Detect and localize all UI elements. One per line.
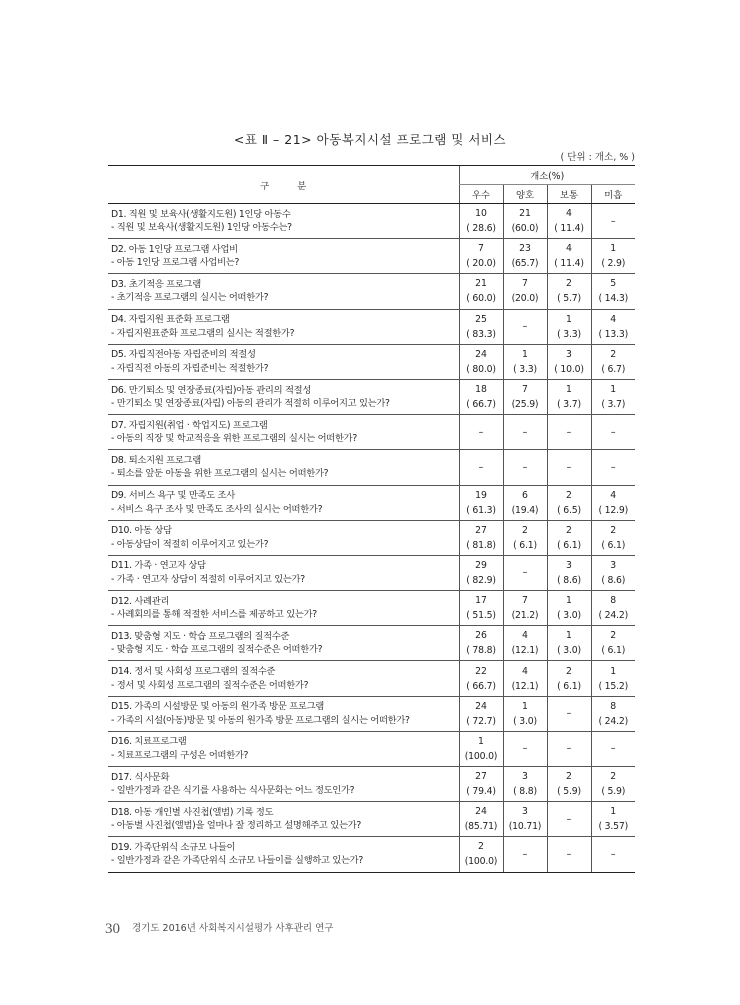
cell-average: [547, 696, 591, 731]
cell-count: 10: [475, 208, 487, 220]
cell-count: 21: [519, 208, 531, 220]
row-description: - 자립지원표준화 프로그램의 실시는 적절한가?: [111, 327, 295, 339]
cell-good: [503, 450, 547, 485]
cell-percent: ( 11.4): [554, 258, 584, 270]
cell-good: [503, 309, 547, 344]
table-row: [108, 415, 635, 450]
row-label: [108, 274, 459, 309]
cell-count: 2: [566, 771, 572, 783]
row-label: [108, 379, 459, 414]
cell-count: 8: [610, 700, 617, 712]
row-label: [108, 696, 459, 731]
cell-percent: ( 83.3): [466, 328, 496, 340]
cell-percent: ( 3.3): [513, 363, 537, 375]
cell-percent: (12.1): [511, 645, 539, 657]
cell-count: 2: [610, 771, 617, 783]
cell-good: [503, 591, 547, 626]
cell-percent: ( 6.1): [557, 680, 581, 692]
cell-excellent: [459, 450, 503, 485]
cell-count: 1: [478, 735, 484, 747]
cell-percent: ( 6.1): [601, 645, 626, 657]
cell-count: –: [478, 461, 484, 473]
cell-excellent: [459, 520, 503, 555]
table-row: [108, 520, 635, 555]
row-question: D17. 식사문화: [111, 771, 170, 783]
cell-percent: ( 3.0): [513, 715, 537, 727]
row-label: [108, 415, 459, 450]
cell-average: [547, 555, 591, 590]
cell-poor: [591, 626, 635, 661]
cell-count: –: [522, 461, 528, 473]
row-question: D18. 아동 개인별 사진첩(앨범) 기록 정도: [111, 806, 274, 818]
table-title: <표 Ⅱ – 21> 아동복지시설 프로그램 및 서비스: [233, 132, 507, 147]
row-question: D16. 치료프로그램: [111, 736, 187, 748]
row-question: D10. 아동 상담: [111, 525, 172, 537]
table-row: [108, 767, 635, 802]
cell-count: 26: [475, 630, 487, 642]
row-description: - 초기적응 프로그램의 실시는 어떠한가?: [111, 292, 269, 304]
cell-percent: (100.0): [464, 856, 498, 868]
cell-good: [503, 661, 547, 696]
cell-percent: ( 12.9): [598, 504, 628, 516]
row-question: D12. 사례관리: [111, 595, 170, 607]
cell-average: [547, 239, 591, 274]
row-label: [108, 450, 459, 485]
cell-percent: (20.0): [511, 293, 539, 305]
cell-count: 3: [610, 559, 617, 571]
cell-count: –: [610, 215, 616, 227]
table-row: [108, 696, 635, 731]
cell-excellent: [459, 696, 503, 731]
cell-poor: [591, 379, 635, 414]
cell-excellent: [459, 415, 503, 450]
cell-count: –: [522, 426, 528, 438]
table-row: [108, 379, 635, 414]
table-row: [108, 731, 635, 766]
cell-percent: ( 3.0): [557, 610, 581, 622]
cell-percent: (65.7): [511, 258, 539, 270]
cell-poor: [591, 696, 635, 731]
cell-count: –: [610, 743, 616, 755]
table-row: [108, 274, 635, 309]
cell-count: 1: [566, 313, 572, 325]
cell-percent: ( 5.7): [557, 293, 581, 305]
cell-poor: [591, 274, 635, 309]
cell-good: [503, 696, 547, 731]
cell-percent: (19.4): [511, 504, 539, 516]
cell-percent: (85.71): [464, 821, 498, 833]
row-description: - 일반가정과 같은 가족단위식 소규모 나들이를 실행하고 있는가?: [111, 855, 363, 867]
cell-count: 7: [478, 243, 484, 255]
cell-count: 7: [522, 595, 528, 607]
table-row: [108, 555, 635, 590]
cell-count: –: [566, 813, 572, 825]
table-body: [108, 204, 635, 873]
row-question: D4. 자립지원 표준화 프로그램: [111, 314, 230, 326]
page-number: 30: [105, 921, 120, 937]
cell-count: –: [566, 708, 572, 720]
cell-count: –: [610, 848, 616, 860]
cell-good: [503, 626, 547, 661]
row-question: D11. 가족 · 연고자 상담: [111, 560, 206, 572]
cell-count: 29: [475, 559, 487, 571]
row-question: D13. 맞춤형 지도 · 학습 프로그램의 질적수준: [111, 630, 290, 642]
cell-good: [503, 837, 547, 872]
cell-percent: ( 10.0): [554, 363, 584, 375]
cell-percent: (100.0): [464, 750, 498, 762]
cell-percent: ( 2.9): [601, 258, 626, 270]
table-row: [108, 450, 635, 485]
row-description: - 만기퇴소 및 연장종료(자립) 아동의 관리가 적절히 이루어지고 있는가?: [111, 398, 390, 410]
row-description: - 서비스 욕구 조사 및 만족도 조사의 실시는 어떠한가?: [111, 503, 323, 515]
cell-average: [547, 379, 591, 414]
cell-percent: (60.0): [511, 223, 539, 235]
header-gubun: 구분: [108, 166, 459, 204]
program-service-table: [108, 165, 635, 873]
cell-count: 4: [522, 665, 528, 677]
row-description: - 가족의 시설(아동)방문 및 아동의 원가족 방문 프로그램의 실시는 어떠한가?: [111, 714, 410, 726]
cell-poor: [591, 767, 635, 802]
cell-count: 1: [610, 243, 617, 255]
row-question: D8. 퇴소지원 프로그램: [111, 454, 201, 466]
unit-note: ( 단위 : 개소, % ): [560, 152, 635, 163]
cell-count: 1: [522, 700, 528, 712]
cell-good: [503, 379, 547, 414]
cell-poor: [591, 239, 635, 274]
cell-good: [503, 204, 547, 239]
cell-percent: ( 3.0): [557, 645, 581, 657]
cell-percent: ( 72.7): [466, 715, 496, 727]
cell-count: 1: [610, 384, 617, 396]
cell-percent: ( 24.2): [598, 610, 628, 622]
cell-percent: ( 6.1): [513, 539, 537, 551]
cell-percent: ( 78.8): [466, 645, 496, 657]
cell-percent: ( 3.3): [557, 328, 581, 340]
cell-percent: (12.1): [511, 680, 539, 692]
cell-count: 2: [566, 489, 572, 501]
cell-count: 1: [566, 384, 572, 396]
cell-count: 1: [522, 348, 528, 360]
cell-count: 23: [519, 243, 531, 255]
cell-poor: [591, 450, 635, 485]
cell-count: –: [478, 426, 484, 438]
cell-poor: [591, 520, 635, 555]
cell-count: 4: [566, 243, 572, 255]
cell-average: [547, 767, 591, 802]
cell-poor: [591, 415, 635, 450]
cell-poor: [591, 802, 635, 837]
cell-count: 2: [610, 630, 617, 642]
cell-count: 4: [522, 630, 528, 642]
header-col-poor: 미흡: [591, 185, 635, 204]
cell-count: –: [522, 848, 528, 860]
row-description: - 치료프로그램의 구성은 어떠한가?: [111, 749, 249, 761]
cell-percent: ( 28.6): [466, 223, 496, 235]
cell-excellent: [459, 802, 503, 837]
cell-percent: ( 61.3): [466, 504, 496, 516]
cell-average: [547, 626, 591, 661]
cell-percent: ( 6.7): [601, 363, 626, 375]
row-description: - 맞춤형 지도 · 학습 프로그램의 질적수준은 어떠한가?: [111, 644, 323, 656]
cell-percent: ( 80.0): [466, 363, 496, 375]
cell-excellent: [459, 661, 503, 696]
cell-excellent: [459, 379, 503, 414]
cell-good: [503, 485, 547, 520]
table-row: [108, 344, 635, 379]
cell-count: 6: [522, 489, 528, 501]
cell-average: [547, 204, 591, 239]
cell-count: 2: [610, 524, 617, 536]
row-question: D9. 서비스 욕구 및 만족도 조사: [111, 490, 235, 502]
row-question: D14. 정서 및 사회성 프로그램의 질적수준: [111, 666, 276, 678]
row-question: D7. 자립지원(취업 · 학업지도) 프로그램: [111, 419, 268, 431]
cell-count: 2: [566, 524, 572, 536]
cell-average: [547, 731, 591, 766]
cell-poor: [591, 309, 635, 344]
cell-percent: ( 79.4): [466, 786, 496, 798]
cell-count: –: [522, 743, 528, 755]
table-row: [108, 626, 635, 661]
cell-excellent: [459, 591, 503, 626]
cell-good: [503, 274, 547, 309]
cell-percent: ( 8.8): [513, 786, 537, 798]
cell-count: 8: [610, 595, 617, 607]
cell-average: [547, 274, 591, 309]
cell-poor: [591, 731, 635, 766]
cell-percent: ( 15.2): [598, 680, 628, 692]
cell-average: [547, 802, 591, 837]
row-label: [108, 520, 459, 555]
cell-average: [547, 661, 591, 696]
cell-percent: (10.71): [508, 821, 542, 833]
cell-count: 7: [522, 278, 528, 290]
cell-percent: (25.9): [511, 399, 539, 411]
cell-count: 24: [475, 806, 487, 818]
row-description: - 퇴소를 앞둔 아동을 위한 프로그램의 실시는 어떠한가?: [111, 468, 329, 480]
cell-poor: [591, 204, 635, 239]
cell-excellent: [459, 274, 503, 309]
cell-count: 19: [475, 489, 487, 501]
cell-count: 4: [566, 208, 572, 220]
cell-excellent: [459, 767, 503, 802]
row-label: [108, 626, 459, 661]
row-description: - 아동의 직장 및 학교적응을 위한 프로그램의 실시는 어떠한가?: [111, 433, 357, 445]
cell-percent: ( 3.7): [557, 399, 581, 411]
cell-average: [547, 415, 591, 450]
row-description: - 정서 및 사회성 프로그램의 질적수준은 어떠한가?: [111, 679, 309, 691]
row-description: - 일반가정과 같은 식기를 사용하는 식사문화는 어느 정도인가?: [111, 785, 355, 797]
cell-excellent: [459, 837, 503, 872]
cell-percent: ( 82.9): [466, 574, 496, 586]
row-label: [108, 837, 459, 872]
table-row: [108, 661, 635, 696]
table-row: [108, 309, 635, 344]
cell-count: 2: [566, 278, 572, 290]
cell-excellent: [459, 204, 503, 239]
cell-count: 7: [522, 384, 528, 396]
cell-percent: ( 51.5): [466, 610, 496, 622]
cell-count: 3: [522, 806, 528, 818]
cell-percent: ( 5.9): [601, 786, 626, 798]
cell-count: –: [566, 848, 572, 860]
row-description: - 직원 및 보육사(생활지도원) 1인당 아동수는?: [111, 222, 292, 234]
table-row: [108, 837, 635, 872]
cell-count: 18: [475, 384, 487, 396]
cell-percent: ( 8.6): [601, 574, 626, 586]
cell-good: [503, 239, 547, 274]
cell-percent: ( 11.4): [554, 223, 584, 235]
footer-text: 경기도 2016년 사회복지시설평가 사후관리 연구: [132, 923, 334, 934]
page-footer: [105, 920, 333, 938]
cell-poor: [591, 555, 635, 590]
row-label: [108, 731, 459, 766]
cell-average: [547, 309, 591, 344]
cell-average: [547, 450, 591, 485]
cell-count: –: [522, 321, 528, 333]
cell-average: [547, 344, 591, 379]
cell-poor: [591, 837, 635, 872]
row-question: D15. 가족의 시설방문 및 아동의 원가족 방문 프로그램: [111, 701, 324, 713]
cell-percent: ( 5.9): [557, 786, 581, 798]
cell-count: 27: [475, 524, 487, 536]
cell-count: –: [522, 567, 528, 579]
cell-count: 1: [610, 806, 617, 818]
cell-poor: [591, 591, 635, 626]
cell-percent: ( 60.0): [466, 293, 496, 305]
header-col-excellent: 우수: [459, 185, 503, 204]
row-question: D1. 직원 및 보육사(생활지도원) 1인당 아동수: [111, 208, 291, 220]
row-label: [108, 204, 459, 239]
cell-excellent: [459, 344, 503, 379]
cell-percent: ( 24.2): [598, 715, 628, 727]
row-description: - 가족 · 연고자 상담이 적절히 이루어지고 있는가?: [111, 573, 305, 585]
row-label: [108, 555, 459, 590]
table-row: [108, 239, 635, 274]
cell-count: 1: [566, 595, 572, 607]
row-question: D3. 초기적응 프로그램: [111, 278, 201, 290]
cell-count: 21: [475, 278, 487, 290]
header-col-good: 양호: [503, 185, 547, 204]
cell-count: 2: [610, 348, 617, 360]
cell-count: 1: [610, 665, 617, 677]
cell-percent: ( 81.8): [466, 539, 496, 551]
row-description: - 아동상담이 적절히 이루어지고 있는가?: [111, 538, 269, 550]
cell-percent: ( 13.3): [598, 328, 628, 340]
row-question: D19. 가족단위식 소규모 나들이: [111, 841, 236, 853]
cell-count: 3: [566, 559, 572, 571]
row-label: [108, 344, 459, 379]
cell-count: 24: [475, 700, 487, 712]
cell-percent: ( 14.3): [598, 293, 628, 305]
cell-count: 3: [566, 348, 572, 360]
cell-count: 5: [610, 278, 617, 290]
row-label: [108, 591, 459, 626]
cell-count: 2: [522, 524, 528, 536]
cell-excellent: [459, 731, 503, 766]
cell-good: [503, 731, 547, 766]
cell-excellent: [459, 485, 503, 520]
cell-count: –: [566, 461, 572, 473]
row-description: - 아동 1인당 프로그램 사업비는?: [111, 257, 240, 269]
cell-excellent: [459, 309, 503, 344]
cell-count: –: [610, 426, 616, 438]
cell-percent: ( 66.7): [466, 399, 496, 411]
table-row: [108, 591, 635, 626]
cell-percent: ( 3.57): [598, 821, 628, 833]
cell-good: [503, 344, 547, 379]
cell-average: [547, 520, 591, 555]
cell-good: [503, 555, 547, 590]
cell-count: 25: [475, 313, 487, 325]
row-label: [108, 239, 459, 274]
row-description: - 사례회의를 통해 적절한 서비스를 제공하고 있는가?: [111, 609, 317, 621]
cell-count: –: [610, 461, 616, 473]
cell-excellent: [459, 626, 503, 661]
row-label: [108, 661, 459, 696]
cell-average: [547, 837, 591, 872]
cell-count: 4: [610, 489, 617, 501]
cell-poor: [591, 661, 635, 696]
cell-percent: ( 20.0): [466, 258, 496, 270]
row-question: D6. 만기퇴소 및 연장종료(자립)아동 관리의 적절성: [111, 384, 311, 396]
cell-count: 24: [475, 348, 487, 360]
cell-poor: [591, 485, 635, 520]
cell-average: [547, 485, 591, 520]
table-row: [108, 802, 635, 837]
row-description: - 자립직전 아동의 자립준비는 적절한가?: [111, 362, 269, 374]
row-label: [108, 767, 459, 802]
cell-good: [503, 415, 547, 450]
cell-excellent: [459, 555, 503, 590]
cell-count: –: [566, 743, 572, 755]
row-label: [108, 309, 459, 344]
cell-poor: [591, 344, 635, 379]
cell-percent: ( 6.1): [601, 539, 626, 551]
cell-percent: ( 3.7): [601, 399, 626, 411]
cell-average: [547, 591, 591, 626]
header-group: 개소(%): [459, 166, 635, 185]
cell-good: [503, 520, 547, 555]
row-question: D5. 자립직전아동 자립준비의 적절성: [111, 349, 256, 361]
row-label: [108, 802, 459, 837]
cell-count: 2: [566, 665, 572, 677]
cell-count: –: [566, 426, 572, 438]
cell-good: [503, 767, 547, 802]
row-question: D2. 아동 1인당 프로그램 사업비: [111, 243, 238, 255]
cell-count: 27: [475, 771, 487, 783]
cell-count: 22: [475, 665, 487, 677]
row-label: [108, 485, 459, 520]
cell-good: [503, 802, 547, 837]
table-row: [108, 204, 635, 239]
cell-percent: ( 6.5): [557, 504, 581, 516]
table-row: [108, 485, 635, 520]
cell-percent: ( 66.7): [466, 680, 496, 692]
cell-percent: ( 8.6): [557, 574, 581, 586]
cell-excellent: [459, 239, 503, 274]
header-col-average: 보통: [547, 185, 591, 204]
cell-count: 3: [522, 771, 528, 783]
cell-count: 1: [566, 630, 572, 642]
cell-count: 2: [478, 841, 484, 853]
cell-percent: (21.2): [511, 610, 539, 622]
cell-count: 17: [475, 595, 487, 607]
cell-percent: ( 6.1): [557, 539, 581, 551]
row-description: - 아동별 사진첩(앨범)을 얼마나 잘 정리하고 설명해주고 있는가?: [111, 820, 361, 832]
cell-count: 4: [610, 313, 617, 325]
